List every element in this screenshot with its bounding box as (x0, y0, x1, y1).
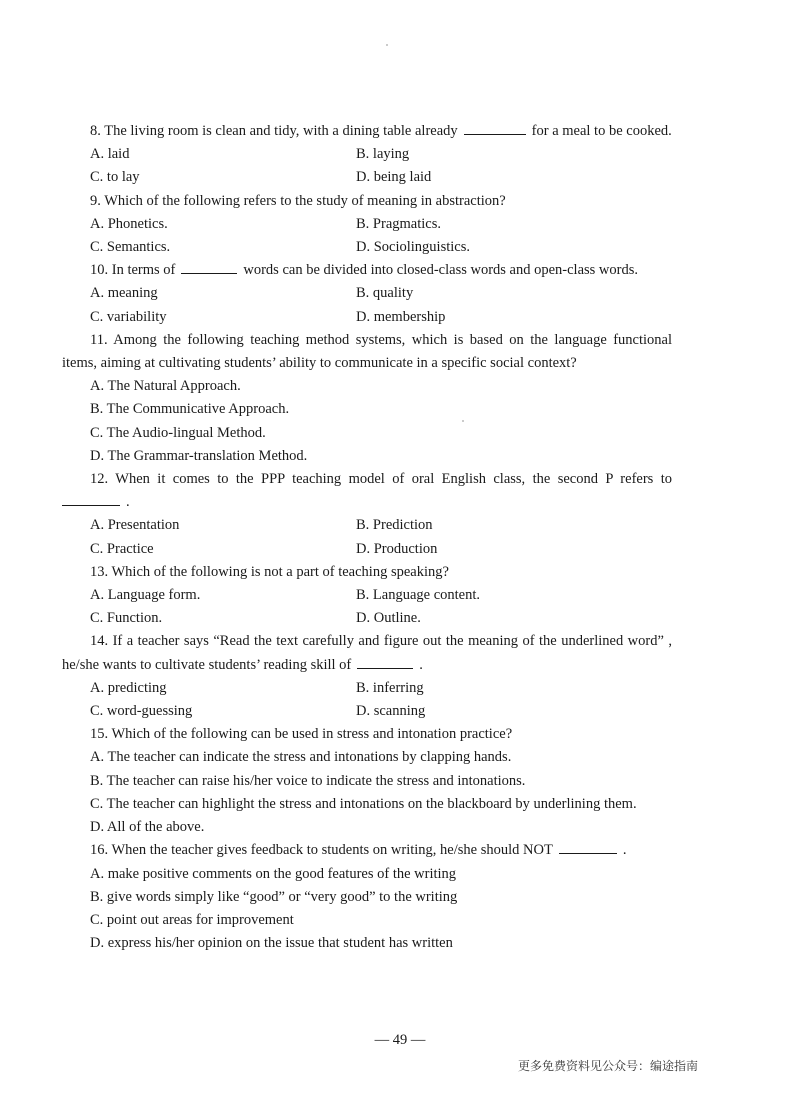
answer-blank (559, 839, 617, 854)
option-a: A. The teacher can indicate the stress and intonations by clapping hands. (90, 749, 512, 766)
answer-blank (62, 491, 120, 506)
question-11-stem: 11. Among the following teaching method systems, which is based on the language functional items, aiming at cultivating students’ ability to communicate in a specific social context? (62, 331, 672, 372)
option-c: C. to lay (90, 169, 140, 186)
question-list (62, 120, 672, 955)
option-b: B. The teacher can raise his/her voice to indicate the stress and intonations. (90, 772, 526, 789)
question-15-options (62, 746, 672, 839)
option-c: C. variability (90, 308, 167, 325)
answer-blank (181, 259, 237, 274)
question-16-stem: 16. When the teacher gives feedback to students on writing, he/she should NOT . (62, 839, 672, 862)
option-d: D. membership (356, 308, 446, 325)
option-d: D. scanning (356, 703, 426, 720)
option-c: C. The Audio-lingual Method. (90, 424, 266, 441)
option-a: A. Phonetics. (90, 215, 168, 232)
option-c: C. The teacher can highlight the stress and intonations on the blackboard by underlining them. (90, 795, 637, 812)
option-b: B. The Communicative Approach. (90, 401, 290, 418)
option-b: B. laying (356, 146, 410, 163)
option-d: D. express his/her opinion on the issue that student has written (90, 935, 453, 952)
question-15-stem: 15. Which of the following can be used in stress and intonation practice? (90, 726, 513, 743)
question-9-stem: 9. Which of the following refers to the study of meaning in abstraction? (90, 192, 506, 209)
option-d: D. All of the above. (90, 819, 205, 836)
option-b: B. give words simply like “good” or “very good” to the writing (90, 888, 458, 905)
option-b: B. Language content. (356, 587, 481, 604)
question-8-stem: 8. The living room is clean and tidy, with a dining table already for a meal to be cooked. (62, 120, 672, 143)
answer-blank (357, 654, 413, 669)
question-10-stem: 10. In terms of words can be divided into closed-class words and open-class words. (62, 259, 672, 282)
question-9-options (62, 213, 672, 259)
question-11-options (62, 375, 672, 468)
option-c: C. Function. (90, 610, 163, 627)
question-10-options (62, 282, 672, 328)
option-b: B. quality (356, 285, 414, 302)
option-a: A. laid (90, 146, 130, 163)
question-13-options (62, 584, 672, 630)
option-d: D. Outline. (356, 610, 421, 627)
question-13-stem: 13. Which of the following is not a part of teaching speaking? (90, 563, 449, 580)
option-a: A. The Natural Approach. (90, 378, 241, 395)
scan-speck (386, 44, 388, 46)
option-d: D. Production (356, 540, 438, 557)
option-a: A. predicting (90, 679, 167, 696)
option-c: C. Semantics. (90, 239, 171, 256)
option-a: A. Language form. (90, 587, 201, 604)
question-16-options (62, 863, 672, 956)
question-14-options (62, 677, 672, 723)
option-c: C. Practice (90, 540, 154, 557)
option-d: D. The Grammar-translation Method. (90, 447, 308, 464)
question-12-options (62, 514, 672, 560)
option-b: B. Pragmatics. (356, 215, 441, 232)
option-c: C. word-guessing (90, 703, 193, 720)
option-a: A. Presentation (90, 517, 180, 534)
answer-blank (464, 120, 526, 135)
option-a: A. make positive comments on the good features of the writing (90, 865, 457, 882)
question-8-options (62, 143, 672, 189)
option-b: B. inferring (356, 679, 424, 696)
question-12-stem: 12. When it comes to the PPP teaching model of oral English class, the second P refers to . (62, 468, 672, 514)
option-c: C. point out areas for improvement (90, 911, 294, 928)
option-d: D. being laid (356, 169, 432, 186)
option-d: D. Sociolinguistics. (356, 239, 470, 256)
question-14-stem: 14. If a teacher says “Read the text carefully and figure out the meaning of the underlined word” , he/she wants to cultivate students’ reading skill of . (62, 633, 672, 673)
page-number: — 49 — (374, 1032, 426, 1048)
option-a: A. meaning (90, 285, 158, 302)
footer-note: 更多免费资料见公众号：编途指南 (517, 1059, 698, 1073)
option-b: B. Prediction (356, 517, 433, 534)
